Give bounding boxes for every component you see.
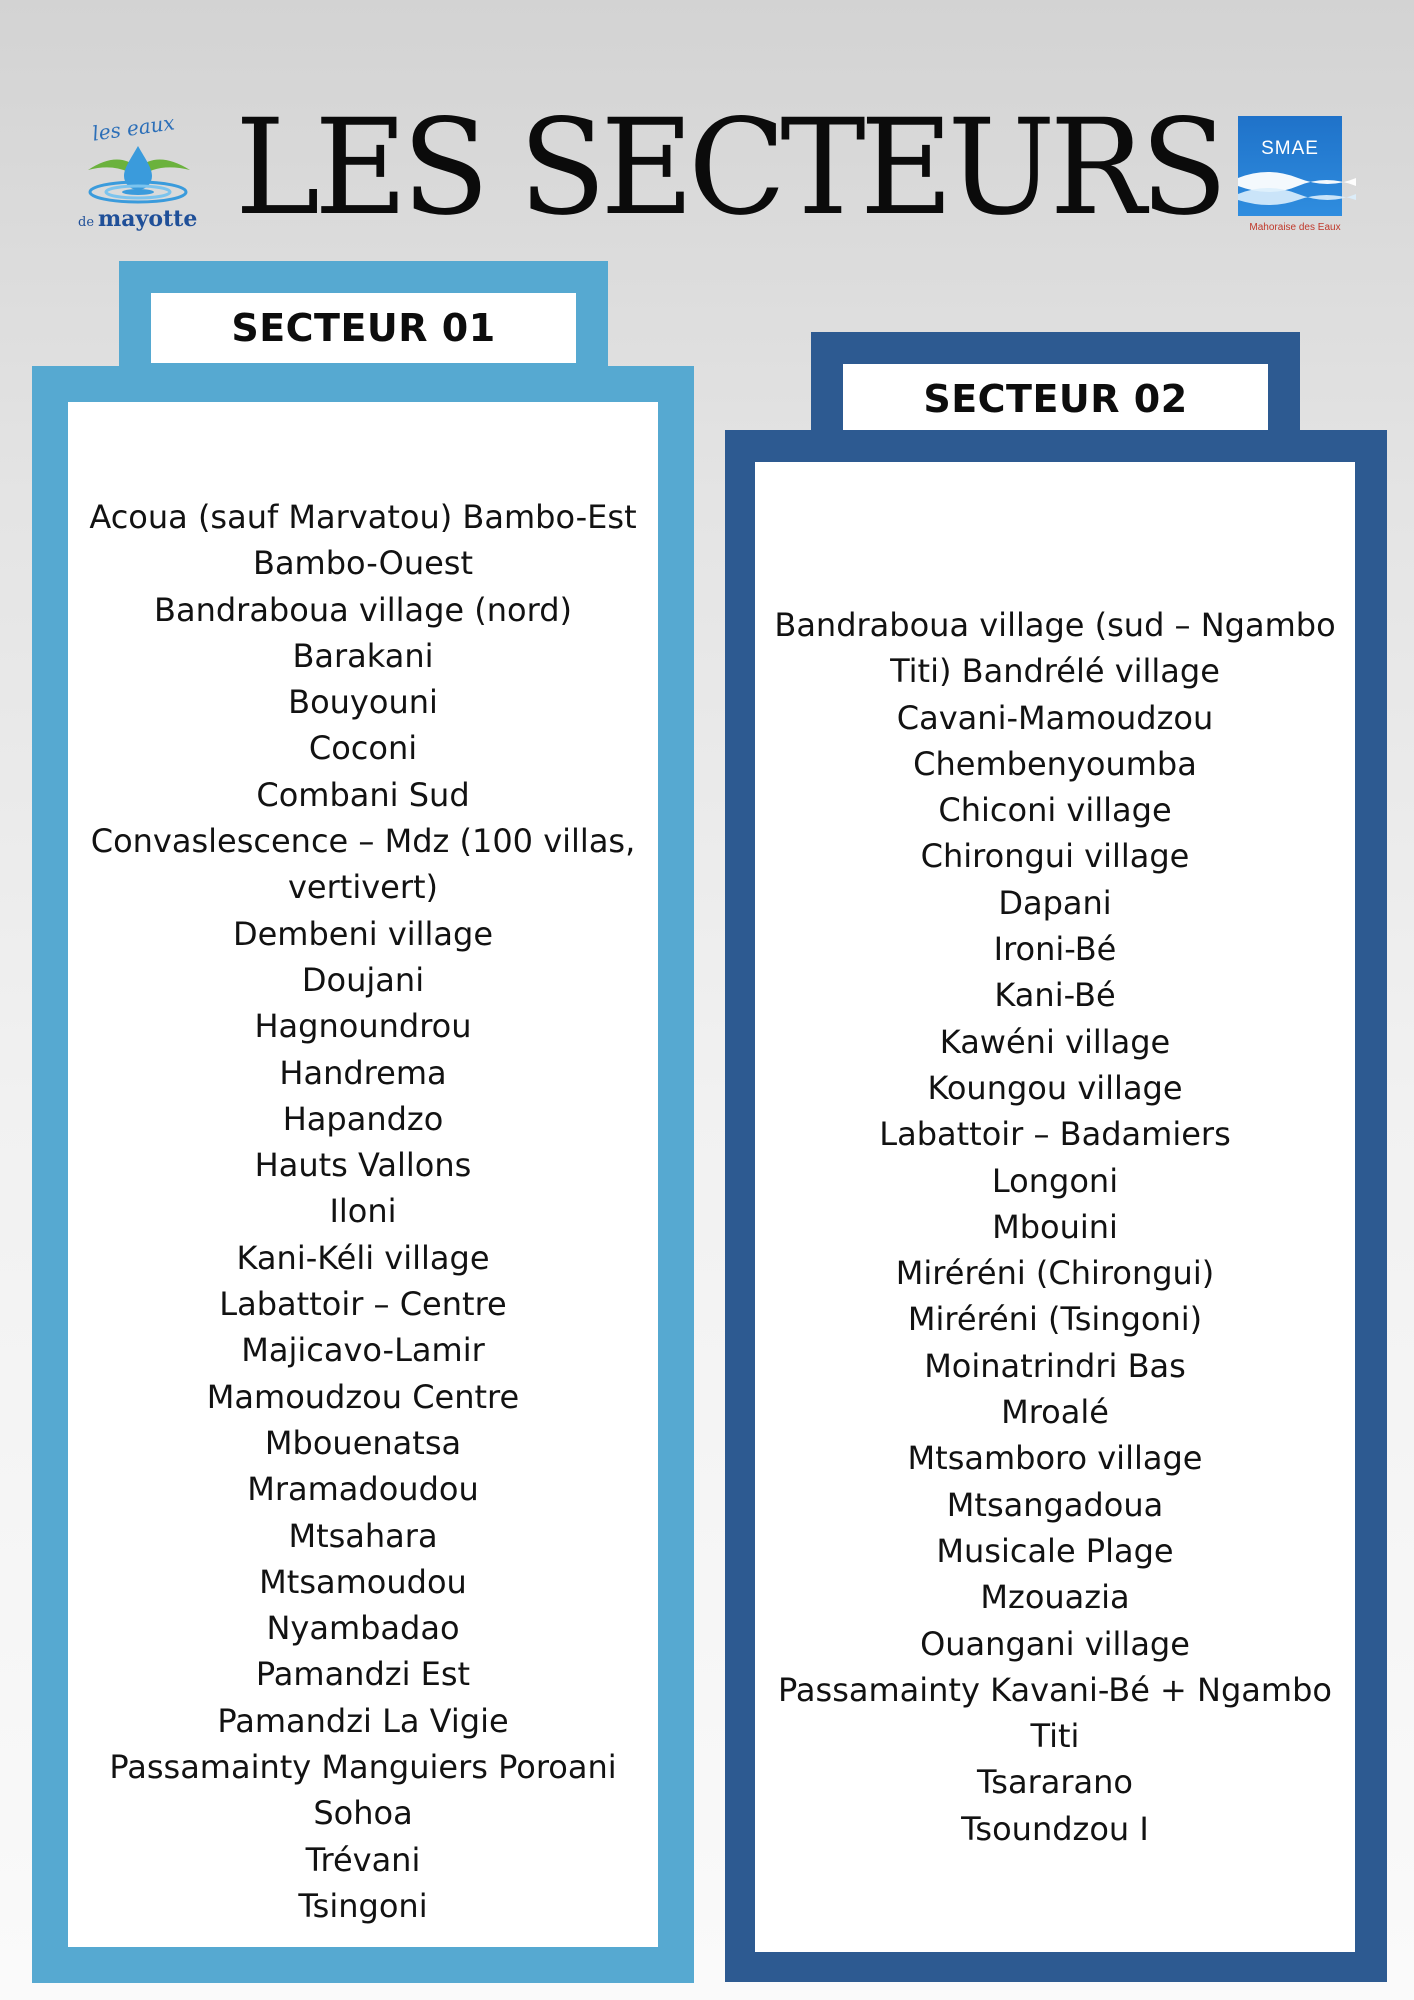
logo-text-top: les eaux xyxy=(90,110,177,146)
list-item: Mamoudzou Centre xyxy=(206,1377,520,1416)
list-item: Labattoir – Centre xyxy=(219,1285,507,1324)
list-item: Kani-Bé xyxy=(994,976,1116,1015)
list-item: Cavani-Mamoudzou xyxy=(896,698,1214,737)
list-item: Hagnoundrou xyxy=(254,1007,472,1046)
sector-01-list-panel xyxy=(68,402,658,1947)
logo-text-bottom: de mayotte xyxy=(78,206,198,232)
les-eaux-de-mayotte-logo xyxy=(72,110,207,240)
page-title: LES SECTEURS xyxy=(235,91,1223,245)
sector-02-card xyxy=(725,430,1387,1982)
sector-02-label: SECTEUR 02 xyxy=(843,364,1268,434)
list-item: Musicale Plage xyxy=(936,1531,1174,1570)
list-item: Iloni xyxy=(329,1192,397,1231)
sector-02-tab xyxy=(811,332,1300,440)
list-item: Mbouini xyxy=(992,1207,1118,1246)
list-item: Combani Sud xyxy=(256,775,470,814)
list-item: Miréréni (Tsingoni) xyxy=(907,1300,1203,1339)
smae-logo-subtitle: Mahoraise des Eaux xyxy=(1249,222,1341,233)
sector-02-list-panel xyxy=(755,462,1355,1952)
list-item: Titi xyxy=(1030,1717,1080,1756)
list-item: Nyambadao xyxy=(266,1609,460,1648)
sector-01-card xyxy=(32,366,694,1983)
list-item: Koungou village xyxy=(927,1068,1183,1107)
list-item: Bandraboua village (nord) xyxy=(154,590,572,629)
list-item: Mzouazia xyxy=(980,1578,1130,1617)
list-item: Passamainty Kavani-Bé + Ngambo xyxy=(778,1670,1332,1709)
sector-01-list xyxy=(68,494,658,1929)
list-item: Miréréni (Chirongui) xyxy=(895,1254,1215,1293)
list-item: Dembeni village xyxy=(232,914,494,953)
list-item: Tsararano xyxy=(977,1763,1133,1802)
smae-logo xyxy=(1238,116,1356,241)
list-item: Bouyouni xyxy=(288,683,438,722)
list-item: Trévani xyxy=(305,1840,421,1879)
list-item: Majicavo-Lamir xyxy=(241,1331,485,1370)
list-item: Ironi-Bé xyxy=(993,930,1117,969)
sector-01-tab xyxy=(119,261,608,369)
list-item: Coconi xyxy=(308,729,418,768)
list-item: Kawéni village xyxy=(939,1022,1171,1061)
list-item: Mtsangadoua xyxy=(946,1485,1164,1524)
sector-02-list xyxy=(755,602,1355,1852)
list-item: Hauts Vallons xyxy=(254,1146,472,1185)
sector-01-label: SECTEUR 01 xyxy=(151,293,576,363)
smae-logo-word: SMAE xyxy=(1261,138,1319,159)
list-item: Moinatrindri Bas xyxy=(924,1346,1186,1385)
list-item: Ouangani village xyxy=(920,1624,1190,1663)
list-item: Mtsamboro village xyxy=(907,1439,1203,1478)
list-item: Titi) Bandrélé village xyxy=(890,652,1220,691)
list-item: Passamainty Manguiers Poroani xyxy=(109,1748,617,1787)
list-item: Pamandzi Est xyxy=(255,1655,471,1694)
wave-icon xyxy=(1238,164,1356,224)
list-item: Mbouenatsa xyxy=(264,1423,462,1462)
list-item: Sohoa xyxy=(313,1794,413,1833)
list-item: vertivert) xyxy=(287,868,439,907)
list-item: Convaslescence – Mdz (100 villas, xyxy=(90,822,636,861)
list-item: Dapani xyxy=(998,883,1112,922)
list-item: Kani-Kéli village xyxy=(236,1238,490,1277)
list-item: Acoua (sauf Marvatou) Bambo-Est xyxy=(89,498,637,536)
list-item: Labattoir – Badamiers xyxy=(879,1115,1231,1154)
list-item: Handrema xyxy=(279,1053,447,1092)
list-item: Bambo-Ouest xyxy=(252,544,474,583)
list-item: Chembenyoumba xyxy=(913,744,1197,783)
list-item: Chirongui village xyxy=(920,837,1190,876)
list-item: Mtsahara xyxy=(288,1516,438,1555)
list-item: Tsoundzou I xyxy=(961,1809,1149,1848)
list-item: Hapandzo xyxy=(282,1099,444,1138)
list-item: Mroalé xyxy=(1001,1393,1109,1432)
list-item: Mtsamoudou xyxy=(259,1562,467,1601)
list-item: Tsingoni xyxy=(298,1886,428,1925)
water-drop-icon xyxy=(78,140,198,210)
list-item: Mramadoudou xyxy=(247,1470,479,1509)
list-item: Doujani xyxy=(301,960,425,999)
list-item: Longoni xyxy=(991,1161,1119,1200)
list-item: Barakani xyxy=(292,636,434,675)
list-item: Bandraboua village (sud – Ngambo xyxy=(774,606,1336,644)
list-item: Pamandzi La Vigie xyxy=(217,1701,509,1740)
list-item: Chiconi village xyxy=(938,791,1172,830)
